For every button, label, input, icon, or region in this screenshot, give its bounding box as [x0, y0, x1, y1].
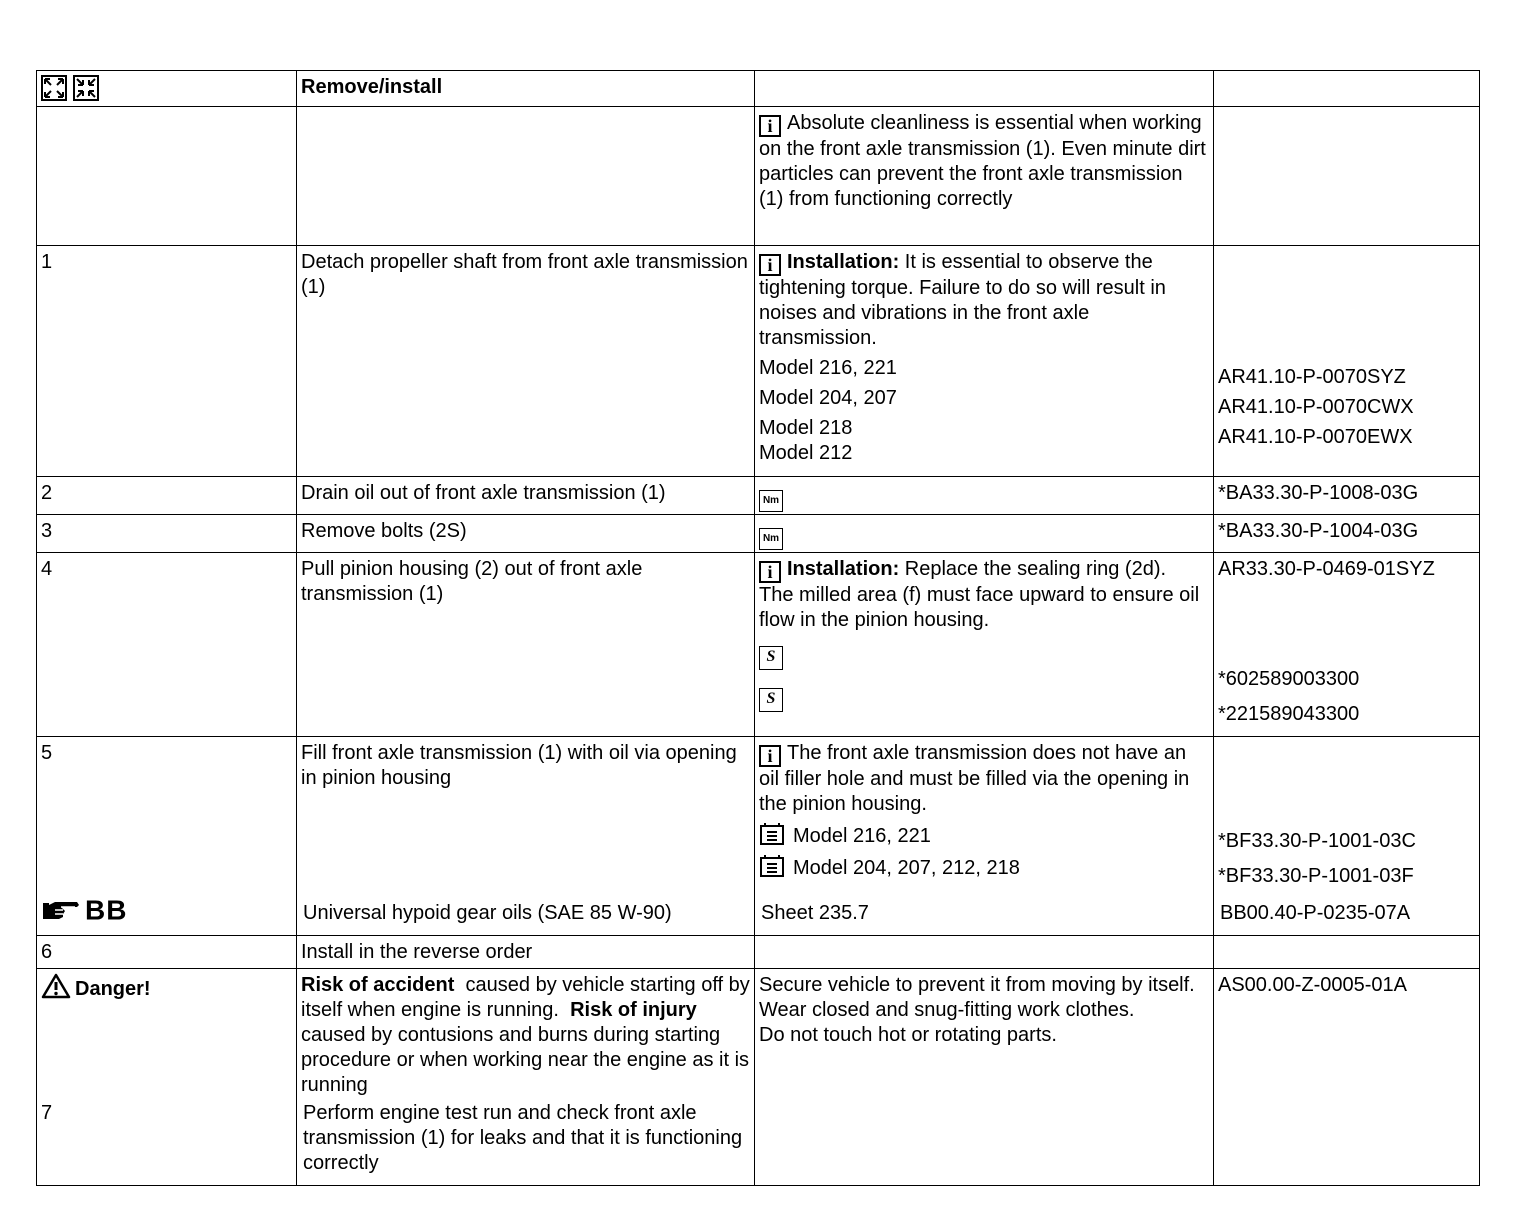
warning-triangle-icon: [41, 973, 71, 999]
step-action: Remove bolts (2S): [297, 515, 755, 553]
info-icon: i: [759, 115, 781, 137]
fluid-spec-icon: [759, 854, 785, 878]
reference-link[interactable]: *BF33.30-P-1001-03C: [1218, 830, 1416, 852]
step-action: Fill front axle transmission (1) with oil via opening in pinion housing: [301, 742, 737, 789]
special-tool-icon: S: [759, 688, 783, 712]
step-row-5: [37, 737, 1480, 936]
installation-note: Replace the sealing ring (2d).: [904, 558, 1167, 580]
torque-icon: Nm: [759, 490, 783, 512]
step-number: 2: [37, 477, 297, 515]
reference-link[interactable]: AR41.10-P-0070SYZ: [1218, 366, 1406, 388]
model-line: Model 204, 207: [759, 387, 897, 409]
step-row-2: [37, 477, 1480, 515]
header-title: Remove/install: [297, 71, 755, 107]
step-action: Drain oil out of front axle transmission (1): [297, 477, 755, 515]
measure-2: Wear closed and snug-fitting work clothes.: [759, 999, 1135, 1021]
reference-link[interactable]: *BF33.30-P-1001-03F: [1218, 865, 1414, 887]
model-line: Model 216, 221: [759, 357, 897, 379]
info-icon: i: [759, 561, 781, 583]
step-action: Detach propeller shaft from front axle transmission (1): [297, 246, 755, 477]
risk-accident-bold: Risk of accident: [301, 974, 455, 996]
step-action-cell: [297, 737, 755, 936]
step-notes: [755, 246, 1214, 477]
installation-note-2: The milled area (f) must face upward to ensure oil flow in the pinion housing.: [759, 584, 1200, 631]
step-row-6: [37, 936, 1480, 969]
torque-icon: Nm: [759, 528, 783, 550]
step-action: Pull pinion housing (2) out of front axle transmission (1): [297, 553, 755, 737]
step-number: 7: [41, 1102, 53, 1124]
reference-link[interactable]: *221589043300: [1218, 703, 1360, 725]
info-icon: i: [759, 254, 781, 276]
measure-1: Secure vehicle to prevent it from moving by itself.: [759, 974, 1195, 996]
risk-injury-bold: Risk of injury: [570, 999, 697, 1021]
step-action: Install in the reverse order: [297, 936, 755, 969]
reference-link[interactable]: *602589003300: [1218, 668, 1360, 690]
bb-sheet: Sheet 235.7: [761, 902, 869, 924]
remove-icon: [41, 75, 67, 101]
installation-label: Installation:: [787, 251, 900, 273]
risk-injury-text: caused by contusions and burns during starting procedure or when working near the engine as it is running: [301, 1024, 750, 1096]
danger-cell: [37, 969, 297, 1186]
header-icons-cell: [37, 71, 297, 107]
reference-link[interactable]: BB00.40-P-0235-07A: [1220, 902, 1411, 924]
header-empty-3: [755, 71, 1214, 107]
step-refs: [1214, 553, 1480, 737]
step-refs: [1214, 246, 1480, 477]
intro-row: [37, 107, 1480, 246]
procedure-table: [36, 70, 1480, 1186]
bb-label: BB: [85, 894, 128, 926]
step-number: 3: [37, 515, 297, 553]
install-icon: [73, 75, 99, 101]
oil-note: The front axle transmission does not have an oil filler hole and must be filled via the opening in the pinion housing.: [759, 742, 1190, 815]
step-row-1: [37, 246, 1480, 477]
header-empty-4: [1214, 71, 1480, 107]
step-number-cell: [37, 737, 297, 936]
fluid-spec-icon: [759, 822, 785, 846]
step-number: 4: [37, 553, 297, 737]
reference-link[interactable]: AR33.30-P-0469-01SYZ: [1218, 558, 1435, 580]
step-row-3: [37, 515, 1480, 553]
step-number: 6: [37, 936, 297, 969]
bb-action: Universal hypoid gear oils (SAE 85 W-90): [303, 902, 672, 924]
header-row: [37, 71, 1480, 107]
installation-note: It is essential to observe the tightening torque. Failure to do so will result in noises and vibrations in the front axle transmission.: [759, 251, 1166, 349]
installation-label: Installation:: [787, 558, 900, 580]
oil-model: Model 204, 207, 212, 218: [793, 857, 1020, 879]
step-number: 5: [41, 742, 53, 764]
step-notes: [755, 737, 1214, 936]
intro-note: Absolute cleanliness is essential when working on the front axle transmission (1). Even minute dirt particles can prevent the front axle transmission (1) from functioning correctly: [759, 112, 1206, 210]
reference-link[interactable]: AR41.10-P-0070CWX: [1218, 396, 1414, 418]
reference-link[interactable]: *BA33.30-P-1004-03G: [1214, 515, 1480, 553]
reference-link[interactable]: AS00.00-Z-0005-01A: [1214, 969, 1480, 1186]
pointing-hand-icon: [41, 897, 83, 923]
danger-row: [37, 969, 1480, 1186]
danger-measures: [755, 969, 1214, 1186]
info-icon: i: [759, 745, 781, 767]
reference-link[interactable]: *BA33.30-P-1008-03G: [1214, 477, 1480, 515]
oil-model: Model 216, 221: [793, 825, 931, 847]
danger-risks: [297, 969, 755, 1186]
measure-3: Do not touch hot or rotating parts.: [759, 1024, 1057, 1046]
step-row-4: [37, 553, 1480, 737]
step-notes: [755, 553, 1214, 737]
reference-link[interactable]: AR41.10-P-0070EWX: [1218, 426, 1413, 448]
step-action: Perform engine test run and check front axle transmission (1) for leaks and that it is functioning correctly: [303, 1102, 743, 1174]
model-line: Model 212: [759, 442, 853, 464]
danger-label: Danger!: [75, 978, 151, 1000]
intro-note-cell: [755, 107, 1214, 246]
risk-accident-text: caused by vehicle starting off by itself when engine is running.: [301, 974, 750, 1021]
step-refs: [1214, 737, 1480, 936]
step-number: 1: [37, 246, 297, 477]
special-tool-icon: S: [759, 646, 783, 670]
model-line: Model 218: [759, 417, 853, 439]
